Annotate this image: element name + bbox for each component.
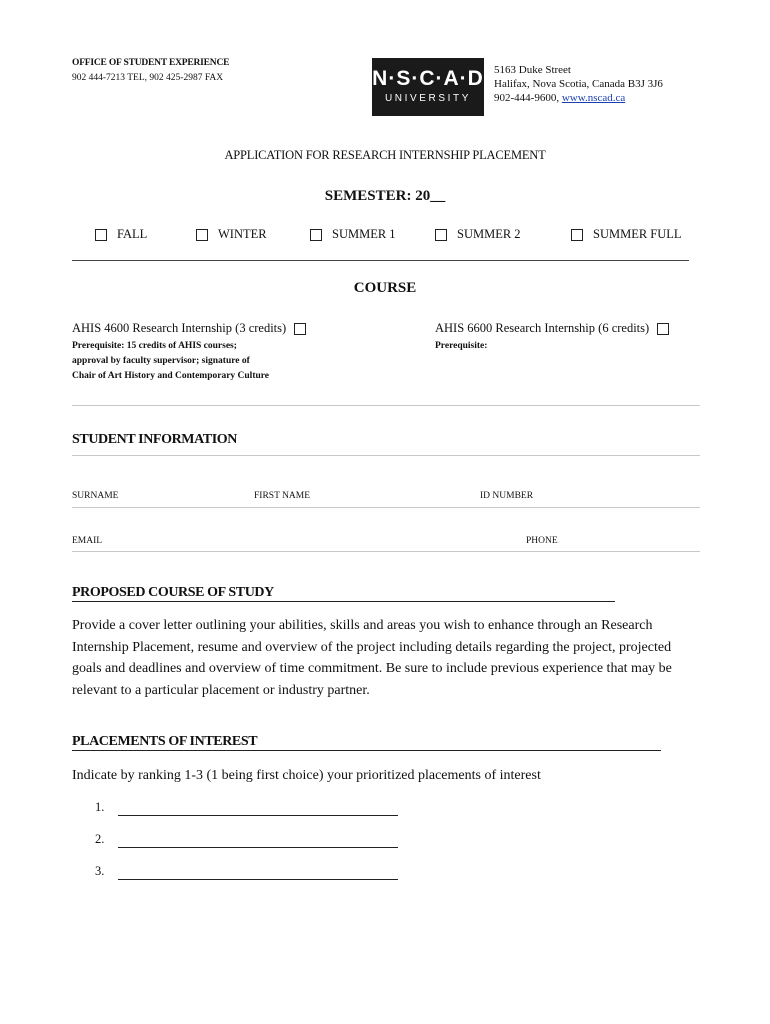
course-6600-label: AHIS 6600 Research Internship (6 credits): [435, 321, 650, 335]
placements-instruction: Indicate by ranking 1-3 (1 being first choice) your prioritized placements of interest: [72, 768, 541, 783]
rank-3-field[interactable]: [118, 879, 398, 880]
placements-heading: PLACEMENTS OF INTEREST: [72, 734, 258, 749]
summer1-checkbox[interactable]: [310, 229, 322, 241]
fall-checkbox[interactable]: [95, 229, 107, 241]
address-city: Halifax, Nova Scotia, Canada B3J 3J6: [494, 78, 663, 90]
rank-1-number: 1.: [95, 800, 105, 814]
form-title: APPLICATION FOR RESEARCH INTERNSHIP PLACEMENT: [224, 148, 546, 162]
website-link[interactable]: www.nscad.ca: [561, 92, 626, 104]
address-phone-line: [494, 91, 663, 105]
semester-option-summer-full[interactable]: [571, 227, 682, 242]
study-heading-underline: [72, 601, 615, 602]
address-block: [494, 63, 663, 105]
winter-checkbox[interactable]: [196, 229, 208, 241]
summer2-checkbox[interactable]: [435, 229, 447, 241]
semester-option-summer2[interactable]: [435, 227, 521, 242]
course-option-6600[interactable]: [435, 321, 669, 336]
prereq-line: Prerequisite: 15 credits of AHIS courses;: [72, 341, 237, 351]
logo-wordmark: N·S·C·A·D: [372, 67, 484, 90]
course-divider: [72, 405, 700, 406]
semester-option-fall[interactable]: [95, 227, 147, 242]
semester-divider: [72, 260, 689, 261]
course-4600-prerequisite: [72, 339, 269, 384]
id-number-label: ID NUMBER: [480, 491, 534, 501]
study-instructions: Provide a cover letter outlining your abilities, skills and areas you wish to enhance through an Research Internship Placement, resume and overview of the project including details regarding the project, projected goals and deadlines and overview of time commitment. Be sure to include previous experience that may be relevant to a particular placement or industry partner.: [72, 618, 672, 698]
rank-1-field[interactable]: [118, 815, 398, 816]
course-4600-label: AHIS 4600 Research Internship (3 credits): [72, 321, 287, 335]
summer1-label: SUMMER 1: [332, 227, 396, 241]
summer-full-label: SUMMER FULL: [593, 227, 682, 241]
prereq-line: approval by faculty supervisor; signature of: [72, 356, 250, 366]
rank-2-number: 2.: [95, 832, 105, 846]
email-label: EMAIL: [72, 536, 103, 546]
student-info-rule: [72, 455, 700, 456]
semester-label: SEMESTER: 20__: [324, 188, 446, 204]
address-street: 5163 Duke Street: [494, 64, 571, 76]
winter-label: WINTER: [218, 227, 267, 241]
rank-2-field[interactable]: [118, 847, 398, 848]
course-6600-prerequisite: Prerequisite:: [435, 341, 488, 351]
contact-row-rule: [72, 551, 700, 552]
course-4600-checkbox[interactable]: [294, 323, 306, 335]
student-info-heading: STUDENT INFORMATION: [72, 432, 237, 447]
first-name-label: FIRST NAME: [254, 491, 311, 501]
summer2-label: SUMMER 2: [457, 227, 521, 241]
semester-option-winter[interactable]: [196, 227, 267, 242]
rank-3-number: 3.: [95, 864, 105, 878]
summer-full-checkbox[interactable]: [571, 229, 583, 241]
name-row-rule: [72, 507, 700, 508]
semester-option-summer1[interactable]: [310, 227, 396, 242]
surname-label: SURNAME: [72, 491, 119, 501]
placements-heading-underline: [72, 750, 661, 751]
nscad-logo: [372, 58, 484, 116]
office-name: OFFICE OF STUDENT EXPERIENCE: [72, 58, 230, 68]
prereq-line: Chair of Art History and Contemporary Culture: [72, 371, 270, 381]
office-contact: 902 444-7213 TEL, 902 425-2987 FAX: [72, 73, 224, 83]
logo-subtitle: UNIVERSITY: [384, 93, 471, 104]
course-option-4600[interactable]: [72, 321, 306, 336]
fall-label: FALL: [117, 227, 148, 241]
course-6600-checkbox[interactable]: [657, 323, 669, 335]
phone-label: PHONE: [526, 536, 558, 546]
course-heading: COURSE: [353, 280, 417, 296]
study-heading: PROPOSED COURSE OF STUDY: [72, 585, 274, 600]
address-phone: 902-444-9600,: [494, 92, 562, 104]
